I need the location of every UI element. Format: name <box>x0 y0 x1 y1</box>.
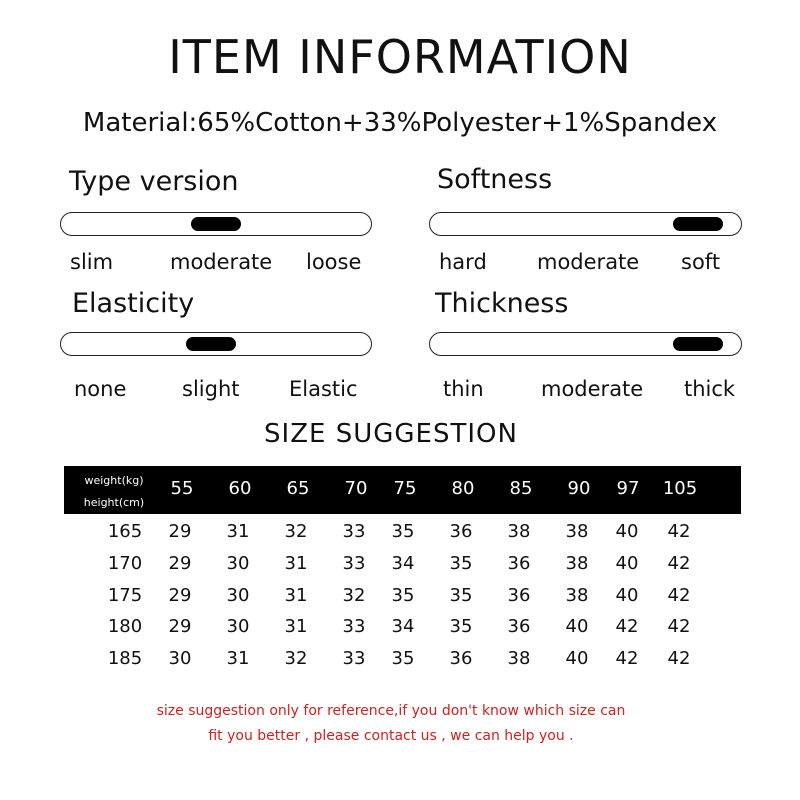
size-cell: 31 <box>226 521 250 542</box>
size-cell: 40 <box>565 616 589 637</box>
attr-thickness-mid-label: moderate <box>541 377 644 401</box>
attr-elasticity-high-label: Elastic <box>289 377 358 401</box>
size-cell: 42 <box>667 553 691 574</box>
material-info: Material:65%Cotton+33%Polyester+1%Spandex <box>82 108 718 138</box>
attr-softness-scale <box>429 212 742 236</box>
height-cell: 185 <box>107 648 143 669</box>
size-cell: 31 <box>284 553 308 574</box>
size-cell: 38 <box>507 521 531 542</box>
weight-header-cell: 55 <box>170 478 194 499</box>
size-cell: 35 <box>449 585 473 606</box>
size-cell: 32 <box>284 648 308 669</box>
height-cell: 180 <box>107 616 143 637</box>
size-cell: 33 <box>342 616 366 637</box>
size-cell: 42 <box>615 648 639 669</box>
size-cell: 42 <box>615 616 639 637</box>
size-cell: 33 <box>342 553 366 574</box>
size-cell: 35 <box>391 585 415 606</box>
size-cell: 36 <box>507 553 531 574</box>
size-cell: 42 <box>667 616 691 637</box>
attr-thickness-low-label: thin <box>443 377 484 401</box>
size-cell: 40 <box>565 648 589 669</box>
height-cell: 175 <box>107 585 143 606</box>
attr-type-version-scale <box>60 212 372 236</box>
size-cell: 32 <box>284 521 308 542</box>
weight-header-cell: 97 <box>616 478 640 499</box>
attr-thickness-indicator <box>673 337 723 351</box>
attr-type-version-title: Type version <box>69 166 239 197</box>
size-cell: 42 <box>667 521 691 542</box>
size-cell: 30 <box>226 585 250 606</box>
attr-elasticity-title: Elasticity <box>72 288 195 319</box>
size-cell: 29 <box>168 616 192 637</box>
attr-softness-mid-label: moderate <box>537 250 640 274</box>
size-suggestion-title: SIZE SUGGESTION <box>264 419 518 449</box>
size-cell: 38 <box>565 553 589 574</box>
size-note-line2: fit you better , please contact us , we can help you . <box>208 728 574 744</box>
size-cell: 35 <box>391 648 415 669</box>
size-note-line1: size suggestion only for reference,if you don't know which size can <box>156 703 626 719</box>
attr-type-version-low-label: slim <box>70 250 114 274</box>
attr-elasticity-scale <box>60 332 372 356</box>
weight-header-cell: 105 <box>662 478 698 499</box>
weight-header-cell: 75 <box>393 478 417 499</box>
size-cell: 40 <box>615 585 639 606</box>
weight-header-cell: 65 <box>286 478 310 499</box>
attr-thickness-title: Thickness <box>435 288 569 319</box>
size-cell: 29 <box>168 521 192 542</box>
weight-axis-label: weight(kg) <box>84 474 144 487</box>
size-cell: 30 <box>226 616 250 637</box>
size-cell: 31 <box>284 585 308 606</box>
attr-softness-title: Softness <box>437 164 553 195</box>
size-cell: 31 <box>284 616 308 637</box>
size-cell: 38 <box>565 585 589 606</box>
size-cell: 40 <box>615 521 639 542</box>
size-cell: 31 <box>226 648 250 669</box>
page-title: ITEM INFORMATION <box>168 30 632 84</box>
size-cell: 29 <box>168 585 192 606</box>
size-cell: 33 <box>342 521 366 542</box>
attr-type-version-mid-label: moderate <box>170 250 273 274</box>
size-cell: 35 <box>449 553 473 574</box>
height-axis-label: height(cm) <box>83 496 145 509</box>
size-cell: 38 <box>507 648 531 669</box>
weight-header-cell: 90 <box>567 478 591 499</box>
size-cell: 38 <box>565 521 589 542</box>
size-cell: 33 <box>342 648 366 669</box>
size-cell: 36 <box>449 521 473 542</box>
weight-header-cell: 85 <box>509 478 533 499</box>
size-cell: 42 <box>667 585 691 606</box>
size-cell: 35 <box>449 616 473 637</box>
attr-type-version-indicator <box>191 217 241 231</box>
weight-header-cell: 70 <box>344 478 368 499</box>
height-cell: 165 <box>107 521 143 542</box>
size-cell: 30 <box>226 553 250 574</box>
attr-elasticity-mid-label: slight <box>182 377 240 401</box>
size-cell: 29 <box>168 553 192 574</box>
size-table-header <box>64 466 741 514</box>
attr-softness-indicator <box>673 217 723 231</box>
size-cell: 36 <box>507 585 531 606</box>
size-cell: 34 <box>391 553 415 574</box>
weight-header-cell: 60 <box>228 478 252 499</box>
size-cell: 40 <box>615 553 639 574</box>
weight-header-cell: 80 <box>451 478 475 499</box>
size-cell: 32 <box>342 585 366 606</box>
size-cell: 36 <box>449 648 473 669</box>
height-cell: 170 <box>107 553 143 574</box>
attr-elasticity-low-label: none <box>74 377 127 401</box>
size-cell: 35 <box>391 521 415 542</box>
attr-softness-high-label: soft <box>681 250 721 274</box>
attr-type-version-high-label: loose <box>306 250 362 274</box>
size-cell: 36 <box>507 616 531 637</box>
attr-elasticity-indicator <box>186 337 236 351</box>
attr-thickness-high-label: thick <box>684 377 736 401</box>
attr-softness-low-label: hard <box>439 250 487 274</box>
size-cell: 34 <box>391 616 415 637</box>
attr-thickness-scale <box>429 332 742 356</box>
size-cell: 42 <box>667 648 691 669</box>
size-cell: 30 <box>168 648 192 669</box>
